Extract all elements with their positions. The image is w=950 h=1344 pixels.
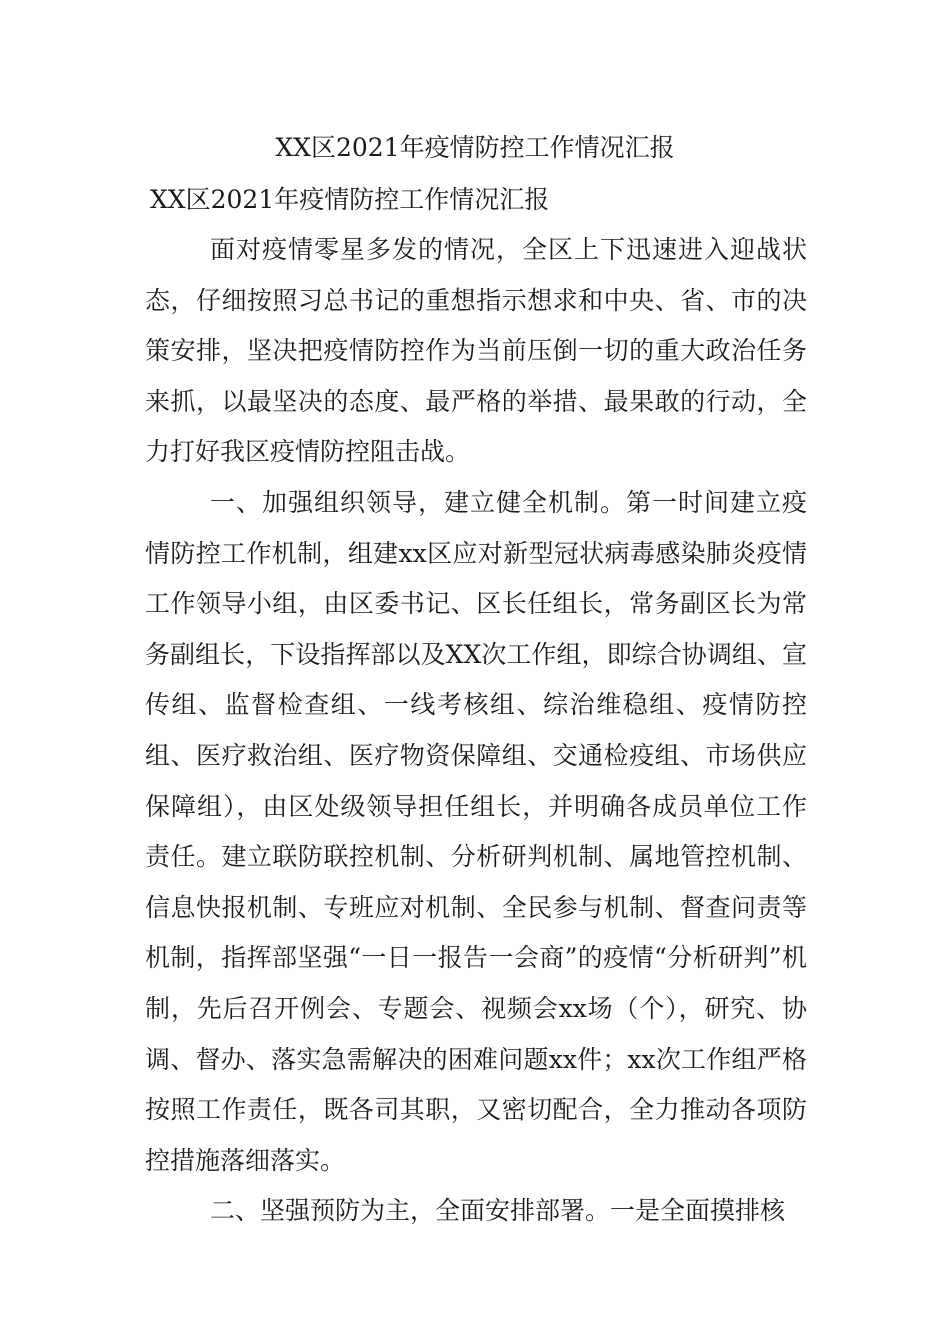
document-subtitle: XX区2021年疫情防控工作情况汇报 (150, 185, 550, 214)
paragraph-intro: 面对疫情零星多发的情况，全区上下迅速进入迎战状态，仔细按照习总书记的重想指示想求和中央、省、市的决策安排，坚决把疫情防控作为当前压倒一切的重大政治任务来抓，以最坚决的态度、最严格的举措、最果敢的行动，全力打好我区疫情防控阻击战。 (145, 235, 807, 467)
paragraph-section-1: 一、加强组织领导，建立健全机制。第一时间建立疫情防控工作机制，组建xx区应对新型冠状病毒感染肺炎疫情工作领导小组，由区委书记、区长任组长，常务副区长为常务副组长，下设指挥部以及XX次工作组，即综合协调组、宣传组、监督检查组、一线考核组、综治维稳组、疫情防控组、医疗救治组、医疗物资保障组、交通检疫组、市场供应保障组），由区处级领导担任组长，并明确各成员单位工作责任。建立联防联控机制、分析研判机制、属地管控机制、信息快报机制、专班应对机制、全民参与机制、督查问责等机制，指挥部坚强“一日一报告一会商”的疫情“分析研判”机制，先后召开例会、专题会、视频会xx场（个），研究、协调、督办、落实急需解决的困难问题xx件；xx次工作组严格按照工作责任，既各司其职，又密切配合，全力推动各项防控措施落细落实。 (145, 487, 807, 1175)
document-body (145, 225, 807, 1237)
document-title: XX区2021年疫情防控工作情况汇报 (275, 133, 675, 162)
paragraph-section-2: 二、坚强预防为主，全面安排部署。一是全面摸排核 (210, 1196, 786, 1226)
